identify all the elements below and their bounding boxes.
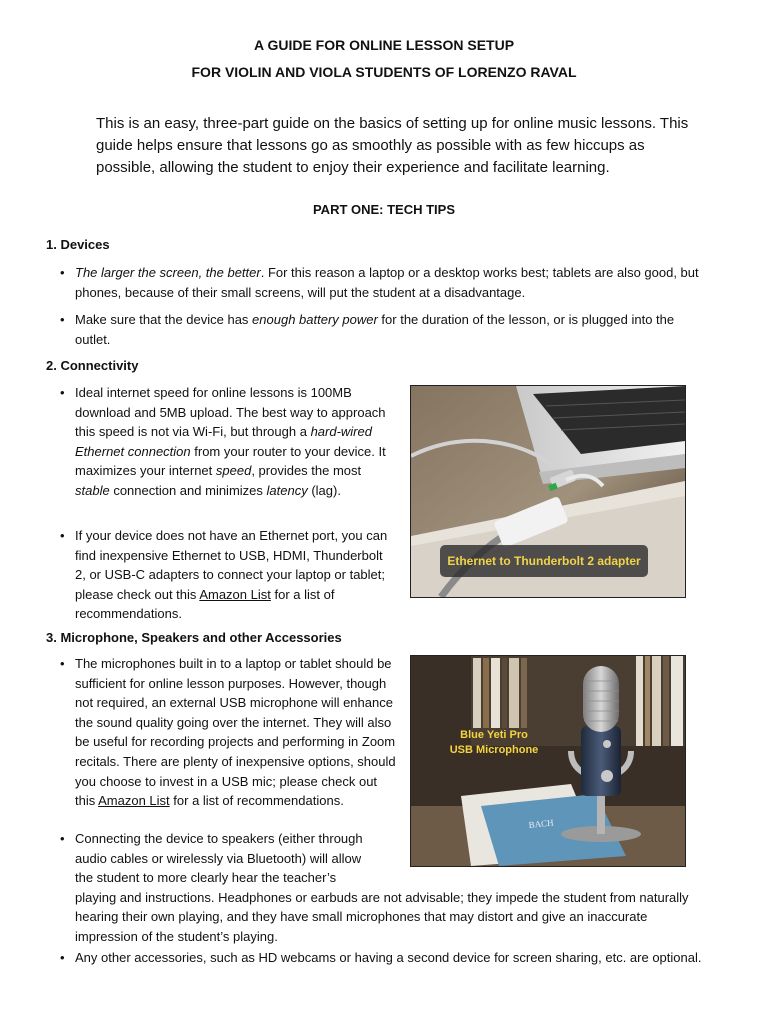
devices-bullet-screen-emphasis: The larger the screen, the better <box>75 265 261 280</box>
section-microphone-heading: 3. Microphone, Speakers and other Accessories <box>46 630 342 645</box>
connectivity-bullet-speed <box>60 383 397 501</box>
microphone-caption-line1: Blue Yeti Pro <box>460 729 528 741</box>
part-one-heading: PART ONE: TECH TIPS <box>312 202 456 217</box>
microphone-bullet-usb <box>60 654 397 811</box>
speakers-rest: playing and instructions. Headphones or earbuds are not advisable; they impede the student from naturally hearing their own playing, and they have small microphones that may distort and give an inaccurate impression of the student’s playing. <box>75 889 689 944</box>
section-connectivity-heading: 2. Connectivity <box>46 358 139 373</box>
connectivity-emphasis-stable: stable <box>75 482 110 498</box>
speakers-line2: audio cables or wirelessly via Bluetooth) will allow <box>75 850 362 866</box>
microphone-photo-caption <box>444 728 544 758</box>
connectivity-bullet-adapters <box>60 526 397 624</box>
devices-bullet-battery <box>60 310 705 349</box>
microphone-text-a: The microphones built in to a laptop or tablet should be sufficient for online lesson purposes. However, though not required, an external USB microphone will enhance the sound quality going over the internet. They will also be useful for recording projects and performing in Zoom recitals. There are plenty of inexpensive options, should you choose to invest in a USB mic; please check out this <box>75 656 396 809</box>
microphone-caption-line2: USB Microphone <box>449 744 539 756</box>
bullet-marker: • <box>60 528 65 543</box>
intro-paragraph: This is an easy, three-part guide on the basics of setting up for online music lessons. This guide helps ensure that lessons go as smoothly as possible with as few hiccups as possible, allowing the student to enjoy their experience and facilitate learning. <box>96 115 689 176</box>
connectivity-emphasis-speed: speed <box>215 463 252 479</box>
devices-bullet-battery-emphasis: enough battery power <box>252 312 378 327</box>
ethernet-photo-caption: Ethernet to Thunderbolt 2 adapter <box>440 545 648 577</box>
bullet-marker: • <box>60 831 65 846</box>
devices-bullet-screen <box>60 263 705 302</box>
microphone-bullet-accessories <box>60 948 705 968</box>
devices-bullet-battery-text-a: Make sure that the device has <box>75 312 253 327</box>
bullet-marker: • <box>60 950 65 965</box>
speakers-line3: the student to more clearly hear the teacher’s <box>75 870 337 886</box>
connectivity-text-c: , provides the most <box>251 463 362 479</box>
book-title-text: BACH <box>528 817 555 830</box>
connectivity-text-b: from your router to your device. It maximizes your internet <box>75 443 386 479</box>
usb-microphone-illustration <box>411 656 685 866</box>
accessories-text: Any other accessories, such as HD webcams or having a second device for screen sharing, etc. are optional. <box>75 950 702 965</box>
connectivity-emphasis-latency: latency <box>266 482 308 498</box>
adapters-text-a: If your device does not have an Ethernet port, you can find inexpensive Ethernet to USB, HDMI, Thunderbolt 2, or USB-C adapters to connect your laptop or tablet; please check out this <box>75 528 388 602</box>
bullet-marker: • <box>60 385 65 400</box>
connectivity-text-a: Ideal internet speed for online lessons is 100MB download and 5MB upload. The best way to approach this speed is not via Wi-Fi, but through a <box>75 385 386 440</box>
amazon-list-link-2[interactable]: Amazon List <box>98 793 170 809</box>
document-title-line2: FOR VIOLIN AND VIOLA STUDENTS OF LORENZO RAVAL <box>191 64 577 80</box>
connectivity-emphasis-ethernet: hard-wired Ethernet connection <box>75 424 372 459</box>
bullet-marker: • <box>60 656 65 671</box>
connectivity-text-d: connection and minimizes <box>109 482 267 498</box>
speakers-line1: Connecting the device to speakers (either through <box>75 831 363 846</box>
devices-bullet-battery-text-b: for the duration of the lesson, or is plugged into the outlet. <box>75 312 675 347</box>
microphone-text-b: for a list of recommendations. <box>169 793 344 809</box>
bullet-marker: • <box>60 312 65 327</box>
bullet-marker: • <box>60 265 65 280</box>
connectivity-text-e: (lag). <box>307 482 341 498</box>
section-devices-heading: 1. Devices <box>46 237 110 252</box>
amazon-list-link[interactable]: Amazon List <box>199 586 271 602</box>
devices-bullet-screen-text: . For this reason a laptop or a desktop works best; tablets are also good, but phones, because of their small screens, will put the student at a disadvantage. <box>75 265 699 300</box>
usb-microphone-photo <box>410 655 686 867</box>
document-title-line1: A GUIDE FOR ONLINE LESSON SETUP <box>253 37 515 53</box>
adapters-text-b: for a list of recommendations. <box>75 586 335 622</box>
